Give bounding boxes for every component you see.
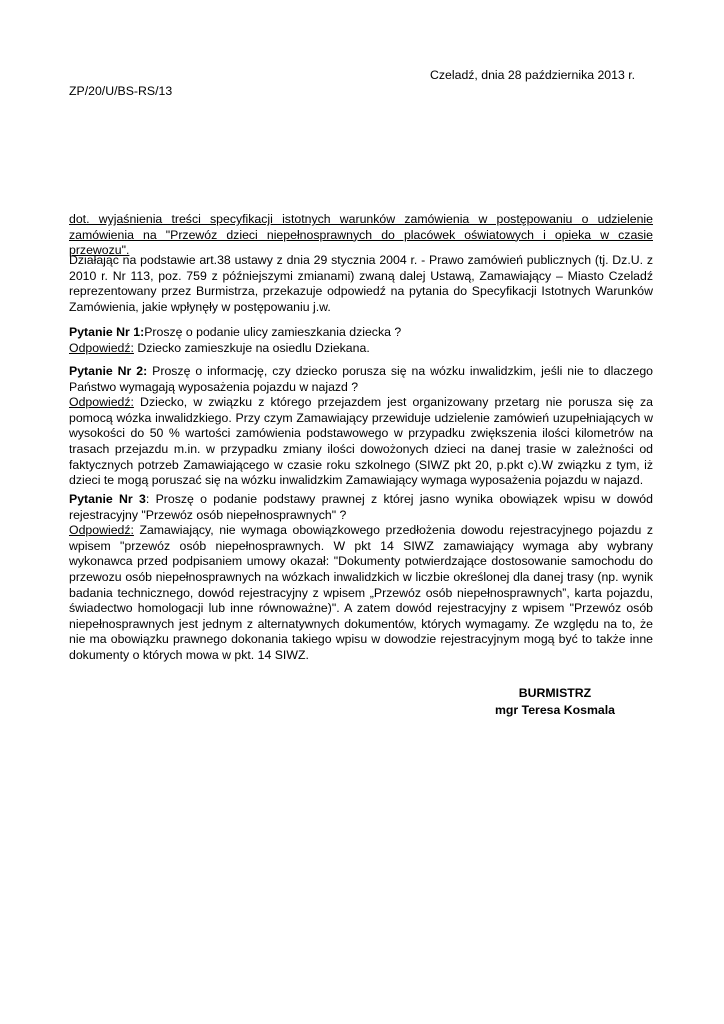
intro-paragraph: Działając na podstawie art.38 ustawy z dnia 29 stycznia 2004 r. - Prawo zamówień publicznych (tj. Dz.U. z 2010 r. Nr 113, poz. 759 z późniejszymi zmianami) zwaną dalej Ustawą, Zamawiający – Miasto Czeladź reprezentowany przez Burmistrza, przekazuje odpowiedź na pytania do Specyfikacji Istotnych Warunków Zamówienia, jakie wpłynęły w postępowaniu j.w. [69, 253, 653, 314]
answer-3-text: Zamawiający, nie wymaga obowiązkowego przedłożenia dowodu rejestracyjnego pojazdu z wpisem "przewóz osób niepełnosprawnych. W pkt 14 SIWZ zamawiający wymaga aby wybrany wykonawca przed podpisaniem umowy okazał: "Dokumenty potwierdzające dostosowanie samochodu do przewozu osób niepełnosprawnych na wózkach inwalidzkich w liczbie określonej dla danej trasy (np. wynik badania technicznego, dowód rejestracyjny z wpisem „Przewóz osób niepełnosprawnych”, karta pojazdu, świadectwo homologacji lub inne równoważne)". A zatem dowód rejestracyjny z wpisem "Przewóz osób niepełnosprawnych jest jednym z alternatywnych dokumentów, których wymagamy. Ze względu na to, że nie ma obowiązku prawnego dokonania takiego wpisu w dowodzie rejestracyjnym mogą być to także inne dokumenty o których mowa w pkt. 14 SIWZ. [69, 523, 653, 662]
reference-number: ZP/20/U/BS-RS/13 [69, 84, 173, 98]
signature-name: mgr Teresa Kosmala [494, 703, 616, 717]
signature-title: BURMISTRZ [518, 686, 592, 700]
question-1-label: Pytanie Nr 1: [69, 325, 145, 339]
question-2-text: Proszę o informację, czy dziecko porusza się na wózku inwalidzkim, jeśli nie to dlaczego Państwo wymagają wyposażenia pojazdu w najazd ? [69, 364, 653, 394]
signature-block [440, 685, 670, 719]
answer-1-text: Dziecko zamieszkuje na osiedlu Dziekana. [133, 340, 370, 355]
question-2-label: Pytanie Nr 2: [69, 364, 148, 378]
question-block-2 [69, 364, 653, 489]
answer-2-text: Dziecko, w związku z którego przejazdem jest organizowany przetarg nie porusza się za pomocą wózka inwalidzkiego. Przy czym Zamawiający przewiduje udzielenie zamówień uzupełniających w wysokości do 50 % wartości zamówienia podstawowego w przypadku zwiększenia ilości kilometrów na trasach przejazdu m.in. w przypadku zmiany ilości dowożonych dzieci na danej trasie w zależności od faktycznych potrzeb Zamawiającego w czasie roku szkolnego (SIWZ pkt 20, p.pkt c).W związku z tym, iż dzieci te mogą poruszać się na wózku inwalidzkim Zamawiający wymaga wyposażenia pojazdu w najazd. [69, 395, 653, 488]
subject-line: dot. wyjaśnienia treści specyfikacji istotnych warunków zamówienia w postępowaniu o udzielenie zamówienia na "Przewóz dzieci niepełnosprawnych do placówek oświatowych i opieka w czasie przewozu". [69, 212, 653, 258]
question-1-text: Proszę o podanie ulicy zamieszkania dziecka ? [144, 325, 402, 339]
question-block-1 [69, 325, 653, 356]
answer-2-label: Odpowiedź: [69, 395, 134, 410]
answer-2 [69, 395, 653, 489]
question-3 [69, 492, 653, 523]
answer-1 [69, 341, 653, 357]
question-1 [69, 325, 653, 341]
place-date: Czeladź, dnia 28 października 2013 r. [430, 68, 636, 82]
answer-1-label: Odpowiedź: [69, 340, 134, 355]
question-3-text: : Proszę o podanie podstawy prawnej z której jasno wynika obowiązek wpisu w dowód rejestracyjny "Przewóz osób niepełnosprawnych" ? [69, 492, 653, 522]
question-3-label: Pytanie Nr 3 [69, 492, 146, 506]
question-2 [69, 364, 653, 395]
answer-3 [69, 523, 653, 663]
question-block-3 [69, 492, 653, 664]
answer-3-label: Odpowiedź: [69, 523, 134, 538]
